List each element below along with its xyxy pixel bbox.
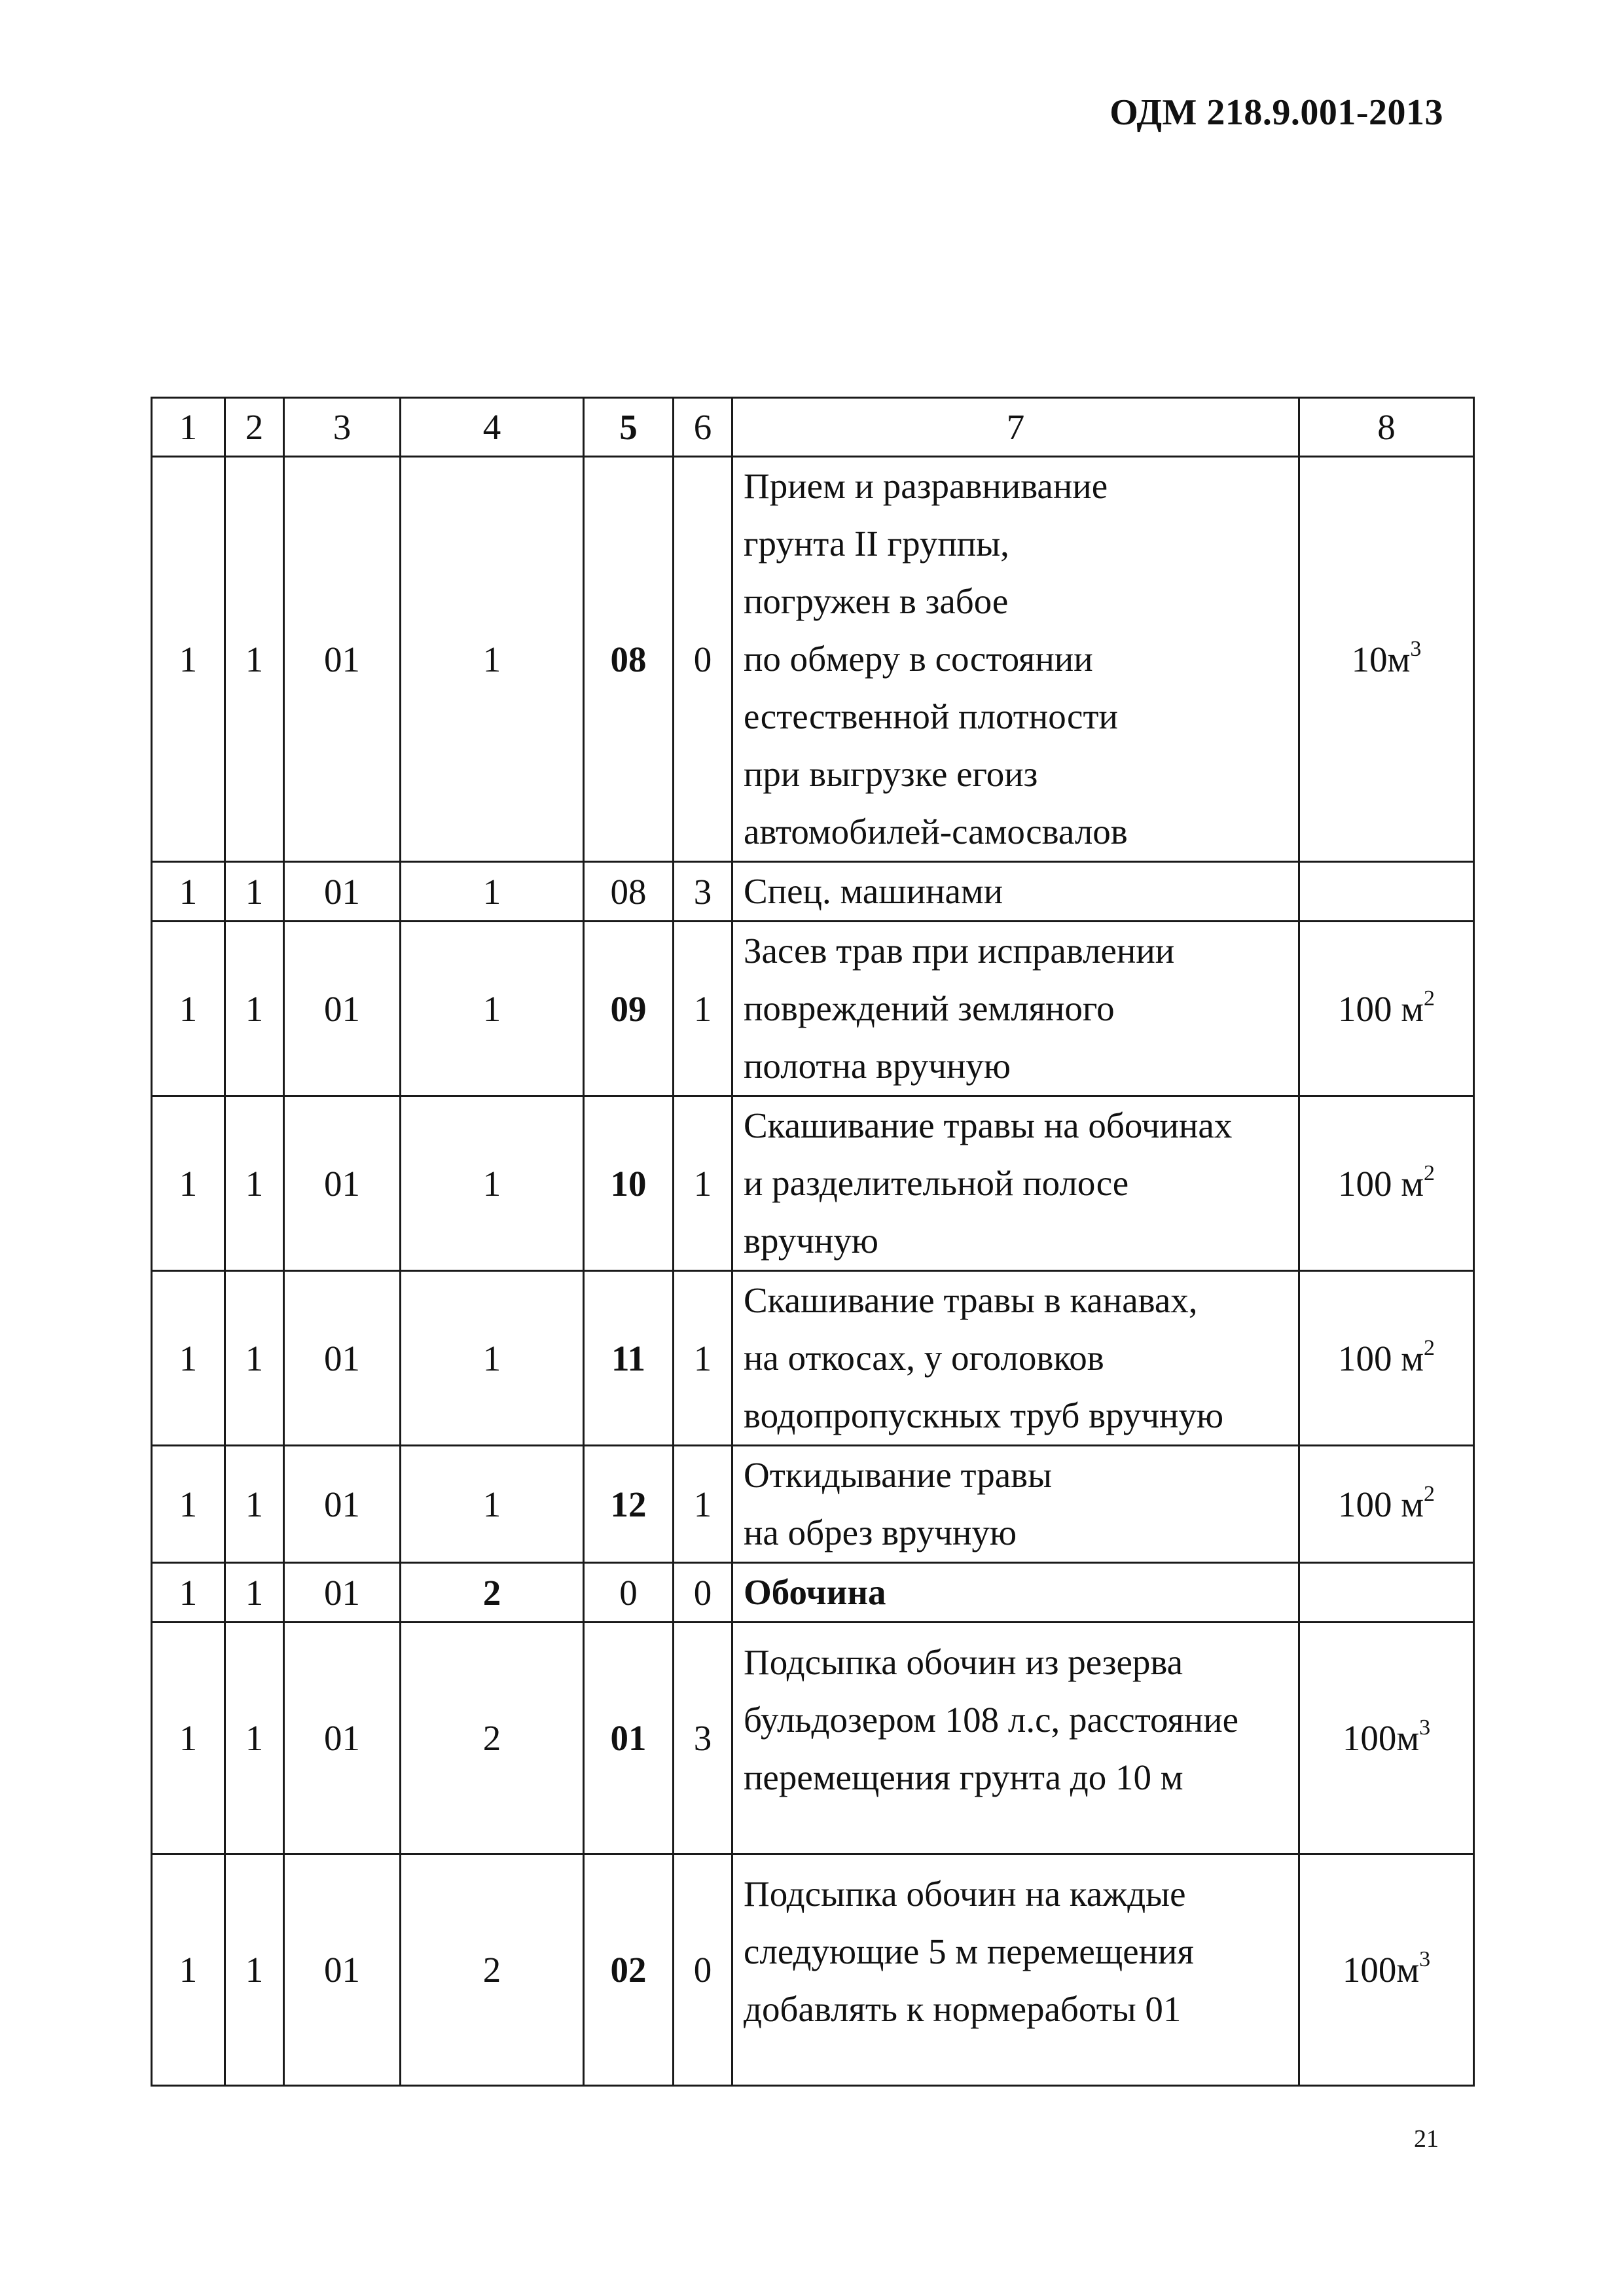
document-code: ОДМ 218.9.001-2013 <box>1110 92 1443 133</box>
cell-c4: 2 <box>401 1854 584 2086</box>
unit-exponent: 2 <box>1424 1160 1435 1185</box>
header-cell-4: 4 <box>401 398 584 457</box>
cell-c6: 3 <box>674 862 732 922</box>
cell-c2: 1 <box>225 1096 284 1271</box>
cell-c1: 1 <box>152 862 225 922</box>
cell-c1: 1 <box>152 1623 225 1854</box>
unit-text: 100 м <box>1337 1484 1424 1524</box>
cell-description: Подсыпка обочин на каждые следующие 5 м перемещения добавлять к нормеработы 01 <box>732 1854 1299 2086</box>
cell-c6: 1 <box>674 1271 732 1446</box>
cell-c4: 2 <box>401 1563 584 1623</box>
table-header-row <box>152 398 1474 457</box>
cell-c2: 1 <box>225 457 284 862</box>
cell-c6: 1 <box>674 1096 732 1271</box>
table-row <box>152 1096 1474 1271</box>
cell-c2: 1 <box>225 1563 284 1623</box>
unit-text: 100м <box>1342 1950 1420 1990</box>
header-cell-8: 8 <box>1299 398 1474 457</box>
cell-c6: 0 <box>674 1854 732 2086</box>
cell-unit <box>1299 1623 1474 1854</box>
cell-description: Прием и разравнивание грунта II группы, погружен в забое по обмеру в состоянии естественной плотности при выгрузке егоиз автомобилей-самосвалов <box>732 457 1299 862</box>
cell-unit <box>1299 1446 1474 1563</box>
cell-description: Засев трав при исправлении повреждений земляного полотна вручную <box>732 922 1299 1096</box>
cell-c5: 11 <box>584 1271 674 1446</box>
cell-description: Откидывание травы на обрез вручную <box>732 1446 1299 1563</box>
cell-c3: 01 <box>284 1271 401 1446</box>
work-norms-table <box>151 397 1475 2087</box>
cell-description: Обочина <box>732 1563 1299 1623</box>
unit-exponent: 3 <box>1419 1947 1431 1971</box>
cell-description: Скашивание травы на обочинах и разделительной полосе вручную <box>732 1096 1299 1271</box>
header-cell-6: 6 <box>674 398 732 457</box>
cell-c3: 01 <box>284 1563 401 1623</box>
header-cell-7: 7 <box>732 398 1299 457</box>
cell-c2: 1 <box>225 1271 284 1446</box>
cell-c5: 10 <box>584 1096 674 1271</box>
cell-c6: 3 <box>674 1623 732 1854</box>
unit-text: 100 м <box>1337 1338 1424 1378</box>
cell-c1: 1 <box>152 1096 225 1271</box>
cell-c3: 01 <box>284 862 401 922</box>
cell-unit <box>1299 457 1474 862</box>
unit-exponent: 2 <box>1424 1481 1435 1506</box>
cell-c3: 01 <box>284 1446 401 1563</box>
unit-exponent: 3 <box>1410 636 1422 661</box>
cell-c4: 1 <box>401 862 584 922</box>
header-cell-5: 5 <box>584 398 674 457</box>
table-row <box>152 457 1474 862</box>
cell-unit <box>1299 1854 1474 2086</box>
header-cell-2: 2 <box>225 398 284 457</box>
unit-text: 10м <box>1351 639 1411 679</box>
cell-c6: 1 <box>674 922 732 1096</box>
cell-c5: 0 <box>584 1563 674 1623</box>
unit-exponent: 2 <box>1424 986 1435 1011</box>
cell-c5: 01 <box>584 1623 674 1854</box>
cell-c2: 1 <box>225 1623 284 1854</box>
cell-description: Спец. машинами <box>732 862 1299 922</box>
header-cell-1: 1 <box>152 398 225 457</box>
cell-c5: 09 <box>584 922 674 1096</box>
cell-description: Подсыпка обочин из резерва бульдозером 108 л.с, расстояние перемещения грунта до 10 м <box>732 1623 1299 1854</box>
cell-c4: 1 <box>401 1271 584 1446</box>
cell-c3: 01 <box>284 922 401 1096</box>
unit-text: 100 м <box>1337 988 1424 1029</box>
table-row <box>152 862 1474 922</box>
cell-c4: 1 <box>401 1096 584 1271</box>
unit-exponent: 3 <box>1419 1715 1431 1740</box>
table-row <box>152 1271 1474 1446</box>
cell-unit <box>1299 922 1474 1096</box>
table-row <box>152 922 1474 1096</box>
cell-c5: 02 <box>584 1854 674 2086</box>
cell-c6: 0 <box>674 457 732 862</box>
cell-unit <box>1299 862 1474 922</box>
cell-c4: 1 <box>401 457 584 862</box>
cell-c2: 1 <box>225 862 284 922</box>
table-row <box>152 1563 1474 1623</box>
unit-text: 100м <box>1342 1718 1420 1758</box>
cell-c1: 1 <box>152 457 225 862</box>
table-row <box>152 1854 1474 2086</box>
cell-c1: 1 <box>152 1271 225 1446</box>
cell-unit <box>1299 1271 1474 1446</box>
cell-c2: 1 <box>225 1854 284 2086</box>
cell-c4: 1 <box>401 922 584 1096</box>
cell-description: Скашивание травы в канавах, на откосах, у оголовков водопропускных труб вручную <box>732 1271 1299 1446</box>
cell-c3: 01 <box>284 1623 401 1854</box>
table-row <box>152 1446 1474 1563</box>
cell-c1: 1 <box>152 1854 225 2086</box>
cell-unit <box>1299 1096 1474 1271</box>
header-cell-3: 3 <box>284 398 401 457</box>
unit-exponent: 2 <box>1424 1335 1435 1360</box>
page-number: 21 <box>1414 2125 1439 2153</box>
cell-c4: 2 <box>401 1623 584 1854</box>
cell-c2: 1 <box>225 1446 284 1563</box>
unit-text: 100 м <box>1337 1163 1424 1204</box>
cell-c5: 12 <box>584 1446 674 1563</box>
cell-c3: 01 <box>284 1854 401 2086</box>
cell-unit <box>1299 1563 1474 1623</box>
cell-c5: 08 <box>584 862 674 922</box>
cell-c4: 1 <box>401 1446 584 1563</box>
cell-c6: 0 <box>674 1563 732 1623</box>
table-row <box>152 1623 1474 1854</box>
cell-c1: 1 <box>152 922 225 1096</box>
cell-c3: 01 <box>284 457 401 862</box>
cell-c6: 1 <box>674 1446 732 1563</box>
cell-c3: 01 <box>284 1096 401 1271</box>
cell-c1: 1 <box>152 1446 225 1563</box>
cell-c2: 1 <box>225 922 284 1096</box>
cell-c1: 1 <box>152 1563 225 1623</box>
cell-c5: 08 <box>584 457 674 862</box>
